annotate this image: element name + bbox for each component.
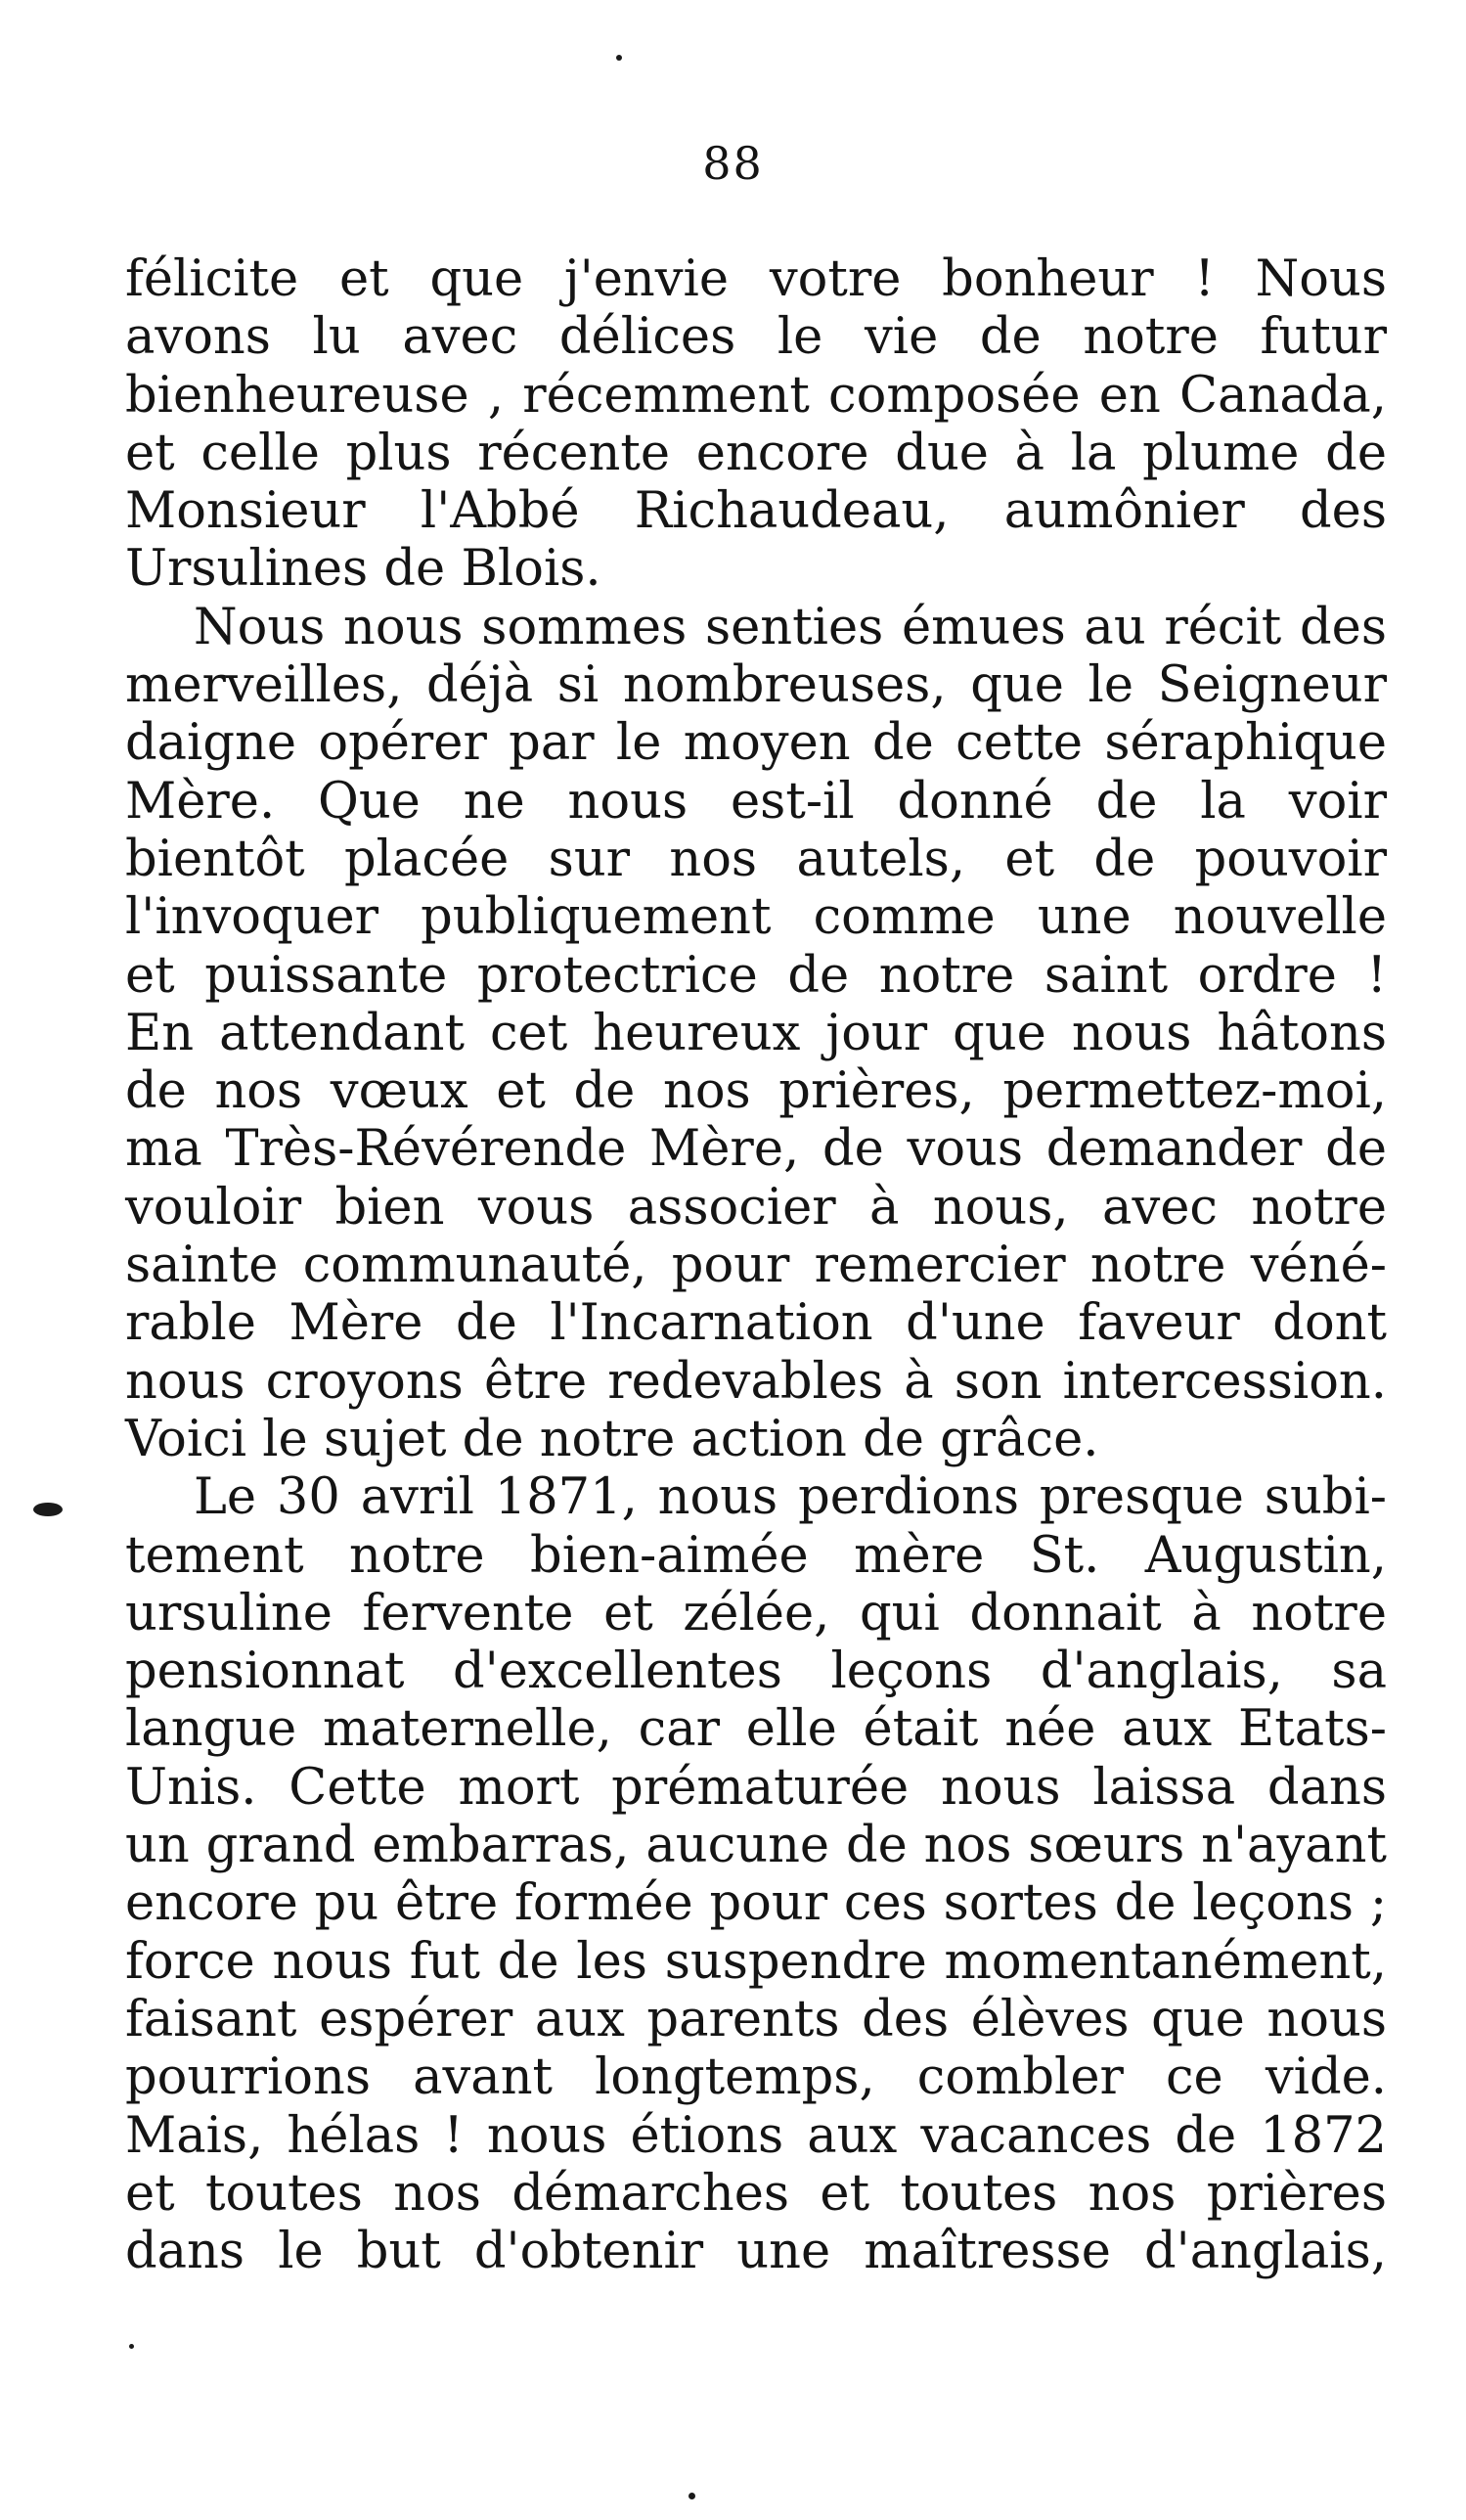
text-line: dans le but d'obtenir une maîtresse d'anglais, bbox=[125, 2223, 1387, 2281]
text-line: merveilles, déjà si nombreuses, que le Seigneur bbox=[125, 656, 1387, 715]
page-number: 88 bbox=[702, 137, 764, 190]
text-line: pourrions avant longtemps, combler ce vide. bbox=[125, 2048, 1387, 2107]
text-line: encore pu être formée pour ces sortes de leçons ; bbox=[125, 1874, 1387, 1933]
text-line: bientôt placée sur nos autels, et de pouvoir bbox=[125, 830, 1387, 888]
text-line: sainte communauté, pour remercier notre véné- bbox=[125, 1237, 1387, 1295]
text-line: tement notre bien-aimée mère St. Augustin, bbox=[125, 1526, 1387, 1585]
text-line: de nos vœux et de nos prières, permettez-moi, bbox=[125, 1062, 1387, 1121]
text-line: Monsieur l'Abbé Richaudeau, aumônier des bbox=[125, 482, 1387, 541]
text-line: langue maternelle, car elle était née aux Etats- bbox=[125, 1700, 1387, 1759]
speck-mark bbox=[689, 2493, 695, 2499]
text-line: l'invoquer publiquement comme une nouvelle bbox=[125, 888, 1387, 947]
margin-mark bbox=[33, 1503, 63, 1516]
text-line: ursuline fervente et zélée, qui donnait à notre bbox=[125, 1584, 1387, 1642]
speck-mark bbox=[616, 55, 622, 61]
text-line: En attendant cet heureux jour que nous hâtons bbox=[125, 1004, 1387, 1062]
text-line: vouloir bien vous associer à nous, avec notre bbox=[125, 1178, 1387, 1237]
text-line: bienheureuse , récemment composée en Canada, bbox=[125, 366, 1387, 425]
text-line: rable Mère de l'Incarnation d'une faveur dont bbox=[125, 1294, 1387, 1353]
text-line: avons lu avec délices le vie de notre futur bbox=[125, 308, 1387, 367]
text-line: daigne opérer par le moyen de cette séraphique bbox=[125, 714, 1387, 773]
speck-mark bbox=[129, 2344, 134, 2349]
text-line: et puissante protectrice de notre saint ordre ! bbox=[125, 946, 1387, 1005]
text-line: félicite et que j'envie votre bonheur ! Nous bbox=[125, 250, 1387, 308]
text-line: Nous nous sommes senties émues au récit des bbox=[194, 598, 1387, 656]
text-line: Mais, hélas ! nous étions aux vacances de 1872 bbox=[125, 2106, 1387, 2165]
text-line: Ursulines de Blois. bbox=[125, 540, 601, 599]
text-line: ma Très-Révérende Mère, de vous demander de bbox=[125, 1120, 1387, 1179]
text-line: Unis. Cette mort prématurée nous laissa dans bbox=[125, 1758, 1387, 1817]
text-line: et celle plus récente encore due à la plume de bbox=[125, 424, 1387, 482]
text-line: nous croyons être redevables à son intercession. bbox=[125, 1352, 1387, 1411]
body-text bbox=[125, 250, 1387, 2280]
text-line: Le 30 avril 1871, nous perdions presque subi- bbox=[194, 1468, 1387, 1527]
text-line: et toutes nos démarches et toutes nos prières bbox=[125, 2164, 1387, 2223]
text-line: Voici le sujet de notre action de grâce. bbox=[125, 1410, 1099, 1468]
text-line: force nous fut de les suspendre momentanément, bbox=[125, 1932, 1387, 1991]
text-line: pensionnat d'excellentes leçons d'anglais, sa bbox=[125, 1642, 1387, 1701]
text-line: un grand embarras, aucune de nos sœurs n'ayant bbox=[125, 1817, 1387, 1875]
text-line: faisant espérer aux parents des élèves que nous bbox=[125, 1990, 1387, 2048]
text-line: Mère. Que ne nous est-il donné de la voir bbox=[125, 772, 1387, 831]
